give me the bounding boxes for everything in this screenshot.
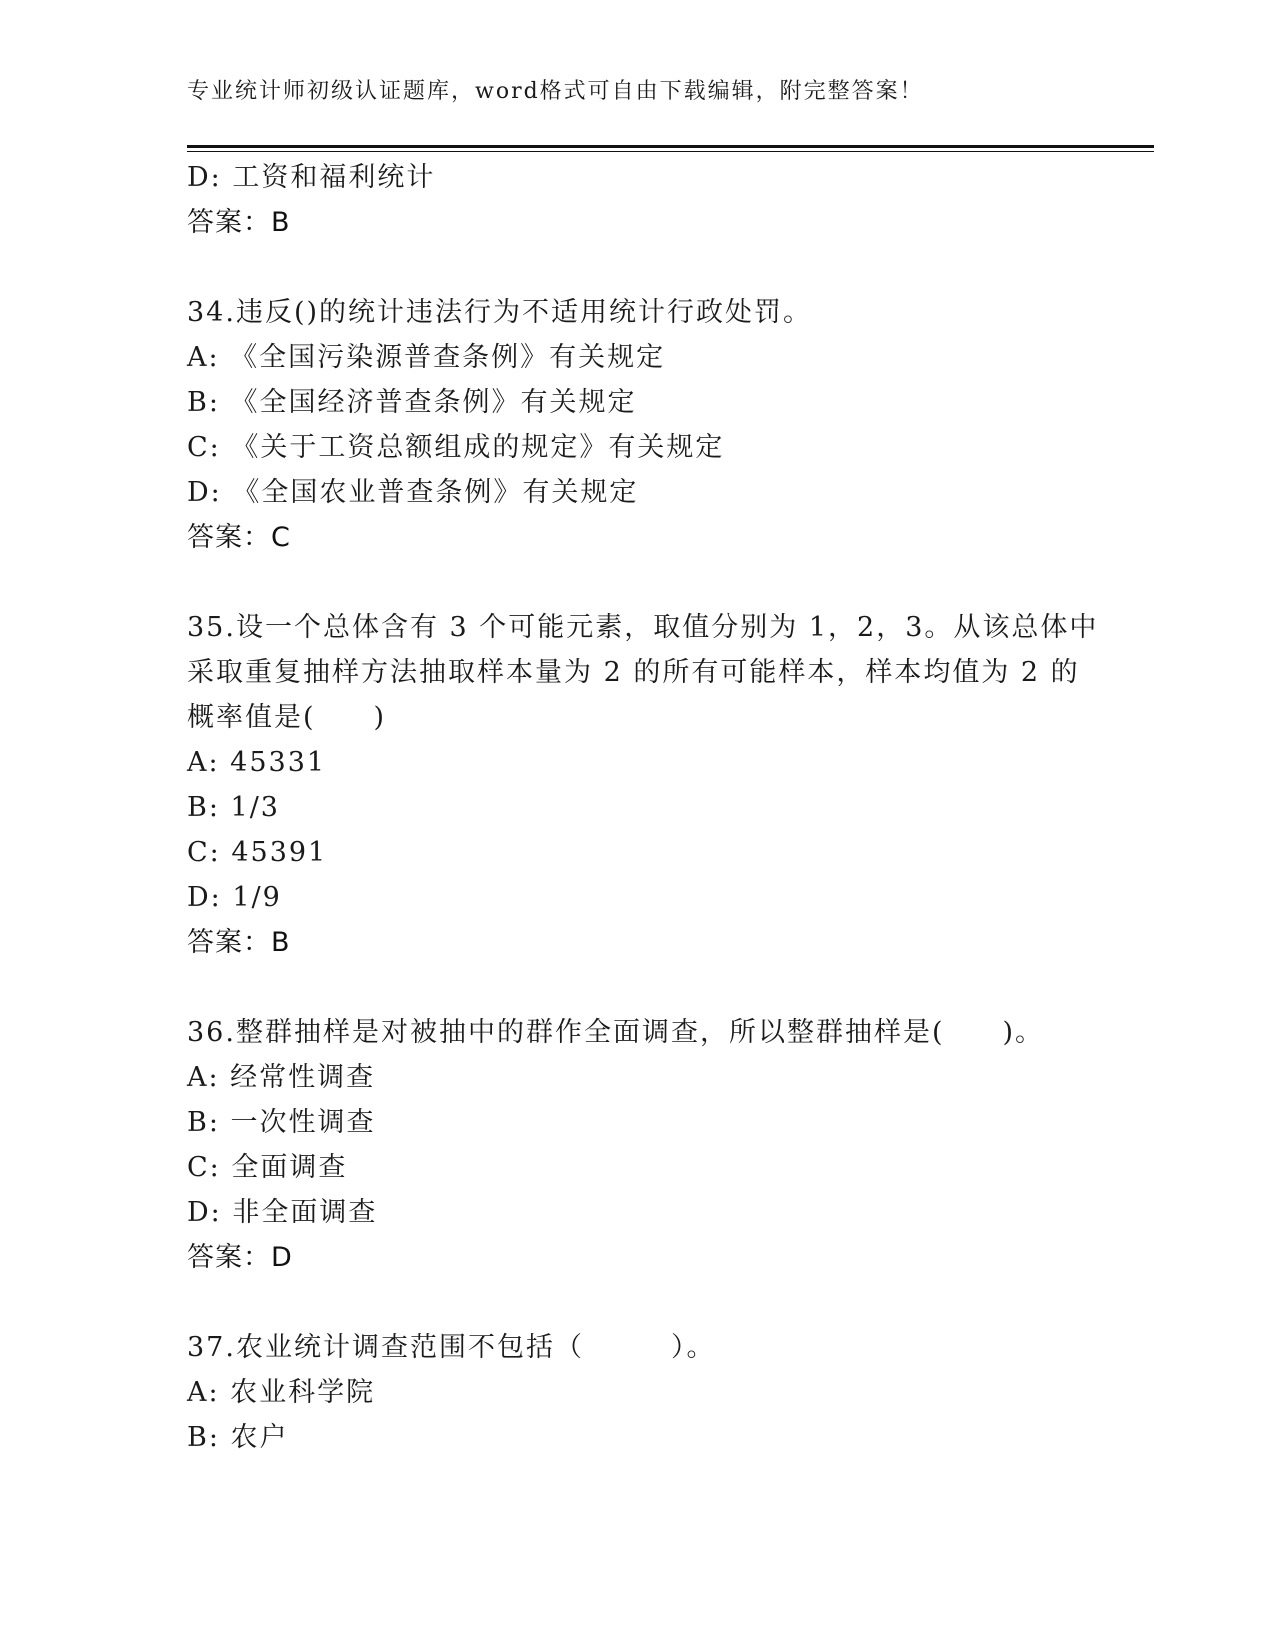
question-content (187, 155, 1099, 1460)
question-line: A: 经常性调查 (187, 1062, 376, 1093)
block-gap (187, 965, 1087, 1010)
question-line: 36.整群抽样是对被抽中的群作全面调查，所以整群抽样是( )。 (187, 1017, 1045, 1048)
block-gap (187, 560, 1087, 605)
question-line: B: 农户 (187, 1422, 289, 1453)
question-line: 采取重复抽样方法抽取样本量为 2 的所有可能样本，样本均值为 2 的 (187, 657, 1080, 688)
question-line: A: 《全国污染源普查条例》有关规定 (187, 342, 666, 373)
answer-line: 答案：B (187, 207, 291, 238)
question-line: C: 全面调查 (187, 1152, 348, 1183)
header-rule-thick (187, 145, 1154, 148)
question-line: B: 1/3 (187, 792, 280, 823)
question-line: D: 非全面调查 (187, 1197, 378, 1228)
question-line: D: 1/9 (187, 882, 282, 913)
question-line: 35.设一个总体含有 3 个可能元素，取值分别为 1，2，3。从该总体中 (187, 612, 1099, 643)
question-line: C: 45391 (187, 837, 328, 868)
question-line: D: 《全国农业普查条例》有关规定 (187, 477, 639, 508)
question-line: A: 农业科学院 (187, 1377, 376, 1408)
answer-line: 答案：B (187, 927, 291, 958)
question-line: 概率值是( ) (187, 702, 387, 733)
block-gap (187, 1280, 1087, 1325)
question-line: B: 《全国经济普查条例》有关规定 (187, 387, 637, 418)
question-line: C: 《关于工资总额组成的规定》有关规定 (187, 432, 725, 463)
header-rule-thin (187, 151, 1154, 152)
answer-line: 答案：D (187, 1242, 293, 1273)
question-line: B: 一次性调查 (187, 1107, 376, 1138)
block-gap (187, 245, 1087, 290)
question-line: 37.农业统计调查范围不包括（ ）。 (187, 1332, 716, 1363)
page-header: 专业统计师初级认证题库，word格式可自由下载编辑，附完整答案！ (187, 79, 924, 104)
question-line: D: 工资和福利统计 (187, 162, 436, 193)
answer-line: 答案：C (187, 522, 291, 553)
question-line: A: 45331 (187, 747, 327, 778)
question-line: 34.违反()的统计违法行为不适用统计行政处罚。 (187, 297, 813, 328)
